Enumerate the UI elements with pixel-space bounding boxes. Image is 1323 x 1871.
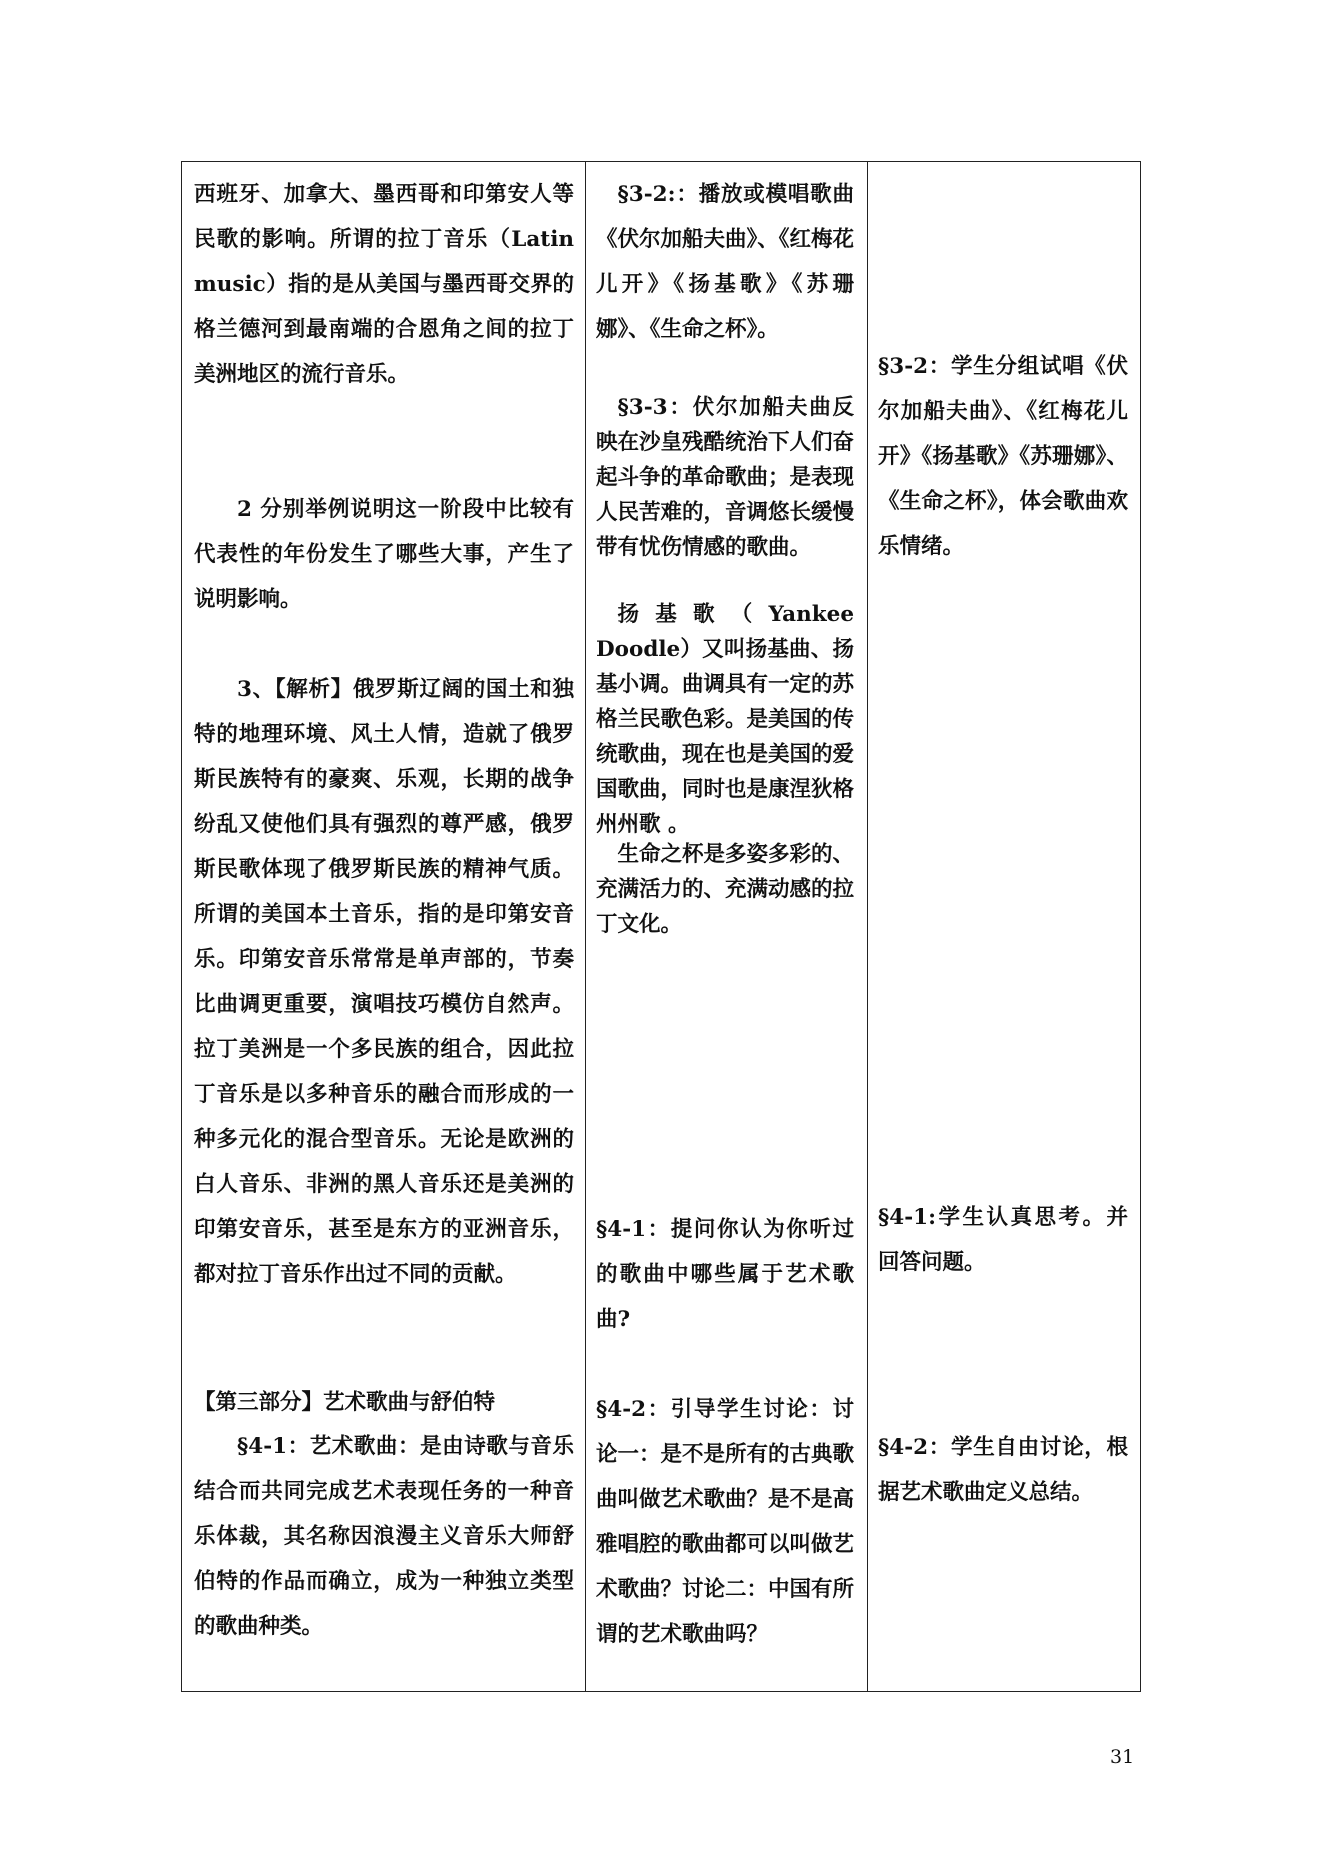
activity-paragraph: §4-2：学生自由讨论，根据艺术歌曲定义总结。 [878,1435,1128,1505]
page-number: 31 [1110,1746,1135,1768]
activity-paragraph: 扬基歌（Yankee Doodle）又叫扬基曲、扬基小调。曲调具有一定的苏格兰民歌色彩。是美国的传统歌曲，现在也是美国的爱国歌曲，同时也是康涅狄格州州歌 。 [596,602,855,837]
content-paragraph: §4-1：艺术歌曲：是由诗歌与音乐结合而共同完成艺术表现任务的一种音乐体裁，其名称因浪漫主义音乐大师舒伯特的作品而确立，成为一种独立类型的歌曲种类。 [194,1434,574,1639]
content-paragraph: 2 分别举例说明这一阶段中比较有代表性的年份发生了哪些大事，产生了说明影响。 [194,497,574,612]
activity-paragraph: §4-1：提问你认为你听过的歌曲中哪些属于艺术歌曲? [596,1217,854,1332]
content-paragraph: 3、【解析】俄罗斯辽阔的国土和独特的地理环境、风土人情，造就了俄罗斯民族特有的豪爽、乐观，长期的战争纷乱又使他们具有强烈的尊严感，俄罗斯民歌体现了俄罗斯民族的精神气质。所谓的美国本土音乐，指的是印第安音乐。印第安音乐常常是单声部的，节奏比曲调更重要，演唱技巧模仿自然声。拉丁美洲是一个多民族的组合，因此拉丁音乐是以多种音乐的融合而形成的一种多元化的混合型音乐。无论是欧洲的白人音乐、非洲的黑人音乐还是美洲的印第安音乐，甚至是东方的亚洲音乐，都对拉丁音乐作出过不同的贡献。 [194,677,574,1287]
teacher-activity-column [586,162,866,1691]
lesson-table [181,161,1141,1692]
activity-paragraph: §3-2：学生分组试唱《伏尔加船夫曲》、《红梅花儿开》《扬基歌》《苏珊娜》、《生命之杯》，体会歌曲欢乐情绪。 [878,354,1128,559]
activity-paragraph: §4-2：引导学生讨论：讨论一：是不是所有的古典歌曲叫做艺术歌曲？是不是高雅唱腔的歌曲都可以叫做艺术歌曲？讨论二：中国有所谓的艺术歌曲吗？ [596,1397,855,1647]
activity-paragraph: §3-2:：播放或模唱歌曲《伏尔加船夫曲》、《红梅花儿开》《扬基歌》《苏珊娜》、《生命之杯》。 [596,182,855,342]
content-column [182,162,584,1691]
content-paragraph: 西班牙、加拿大、墨西哥和印第安人等民歌的影响。所谓的拉丁音乐（Latin music）指的是从美国与墨西哥交界的格兰德河到最南端的合恩角之间的拉丁美洲地区的流行音乐。 [194,182,574,387]
student-activity-column [868,162,1140,1691]
section-heading: 【第三部分】艺术歌曲与舒伯特 [194,1390,496,1415]
activity-paragraph: 生命之杯是多姿多彩的、充满活力的、充满动感的拉丁文化。 [596,842,855,937]
activity-paragraph: §4-1:学生认真思考。并回答问题。 [878,1205,1128,1275]
activity-paragraph: §3-3：伏尔加船夫曲反映在沙皇残酷统治下人们奋起斗争的革命歌曲；是表现人民苦难的，音调悠长缓慢带有忧伤情感的歌曲。 [596,395,855,560]
